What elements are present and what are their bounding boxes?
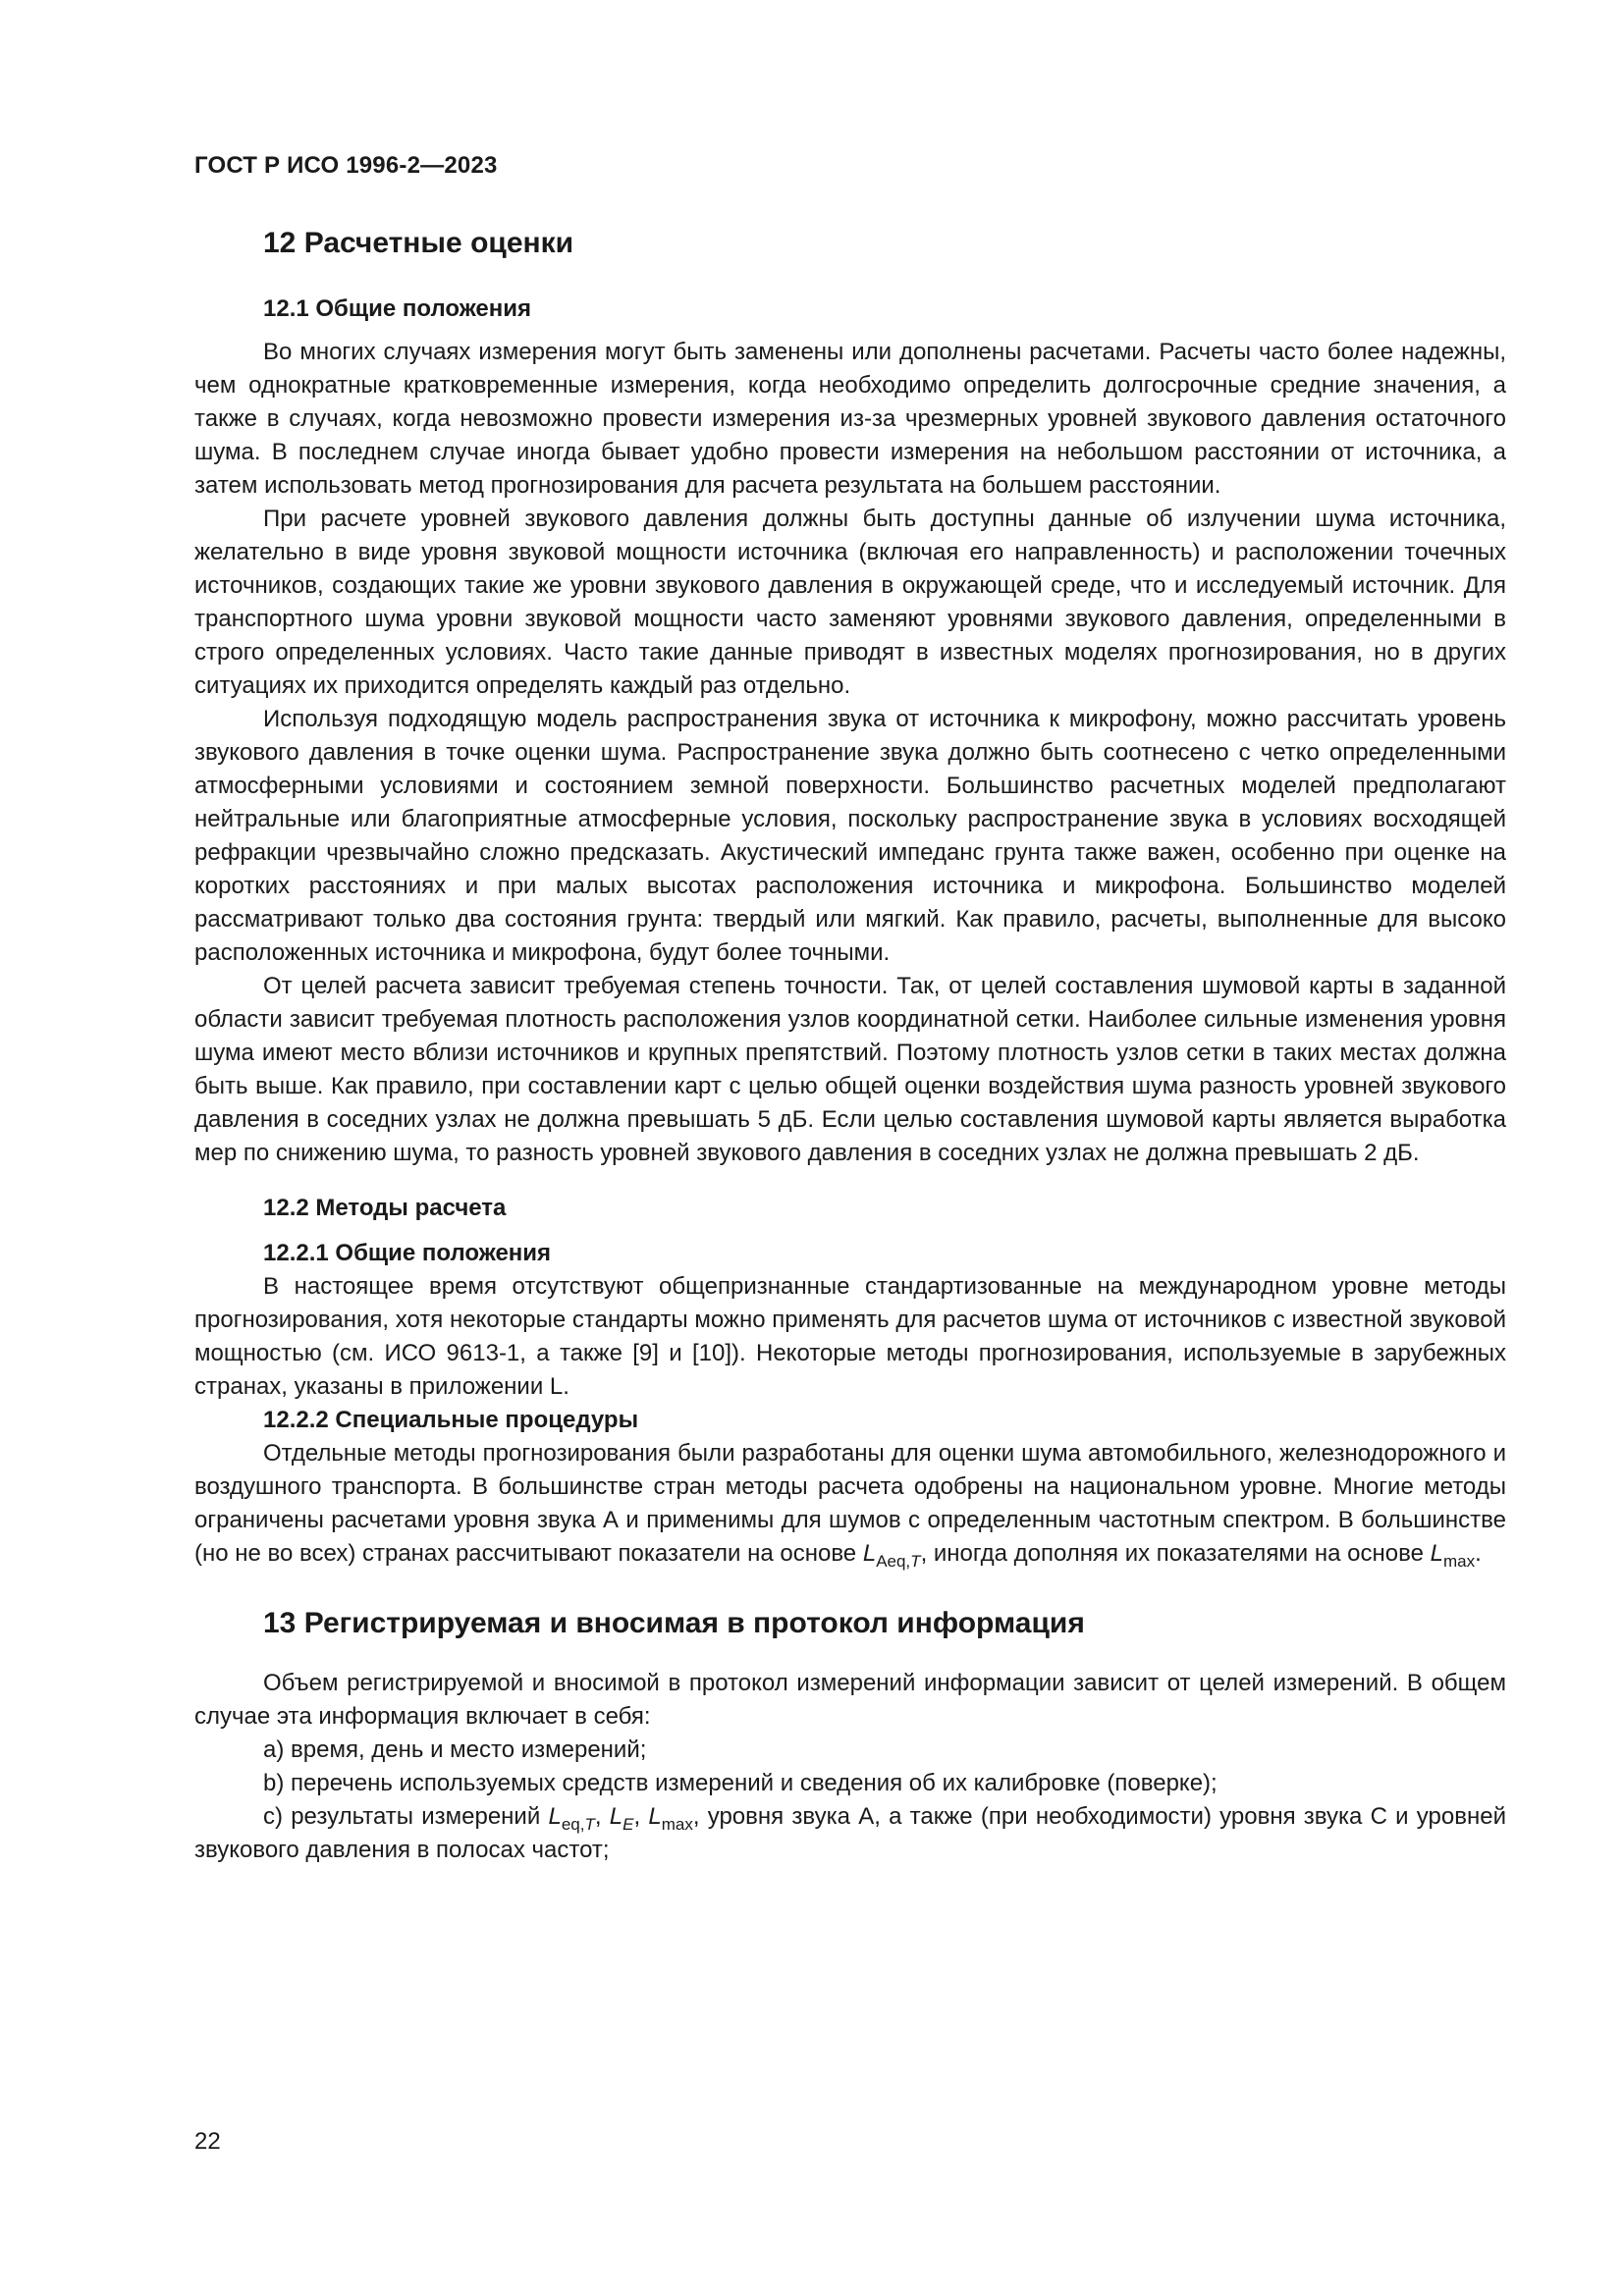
symbol-max-subscript: max [1442, 1552, 1476, 1571]
paragraph-12-2-1: В настоящее время отсутствуют общепризнанные стандартизованные на международном уровне методы прогнозирования, хотя некоторые стандарты можно применять для расчетов шума от источников с известной звуковой мощностью (см. ИСО 9613-1, а также [9] и [10]). Некоторые методы прогнозирования, используемые в зарубежных странах, указаны в приложении L. [194, 1273, 1506, 1400]
section-12-title: 12 Расчетные оценки [263, 227, 574, 259]
paragraph-12-2-2: Отдельные методы прогнозирования были разработаны для оценки шума автомобильного, железнодорожного и воздушного транспорта. В большинстве стран методы расчета одобрены на национальном уровне. Многие методы ограничены расчетами уровня звука А и применимы для шумов с определенным частотным спектром. В большинстве (но не во всех) странах рассчитывают показатели на основе $L_{Aeq,T}$, иногда дополняя их показателями на основе $L_{max}$. [194, 1440, 1506, 1571]
paragraph-12-1-2: При расчете уровней звукового давления должны быть доступны данные об излучении шума источника, желательно в виде уровня звуковой мощности источника (включая его направленность) и расположении точечных источников, создающих такие же уровни звукового давления в окружающей среде, что и исследуемый источник. Для транспортного шума уровни звуковой мощности часто заменяют уровнями звукового давления, определенными в строго определенных условиях. Часто такие данные приводят в известных моделях прогнозирования, но в других ситуациях их приходится определять каждый раз отдельно. [194, 506, 1506, 699]
symbol-max-subscript-2: max [661, 1815, 693, 1834]
symbol-eq-subscript: eq,T [561, 1815, 595, 1834]
symbol-aeq-subscript: Aeq,T [876, 1552, 921, 1571]
subsection-12-1-title: 12.1 Общие положения [263, 295, 532, 322]
page-number: 22 [194, 2128, 221, 2155]
symbol-L-aeq: L [862, 1540, 877, 1567]
paragraph-12-1-1: Во многих случаях измерения могут быть заменены или дополнены расчетами. Расчеты часто более надежны, чем однократные кратковременные измерения, когда необходимо определить долгосрочные средние значения, а также в случаях, когда невозможно провести измерения из-за чрезмерных уровней звукового давления остаточного шума. В последнем случае иногда бывает удобно провести измерения на небольшом расстоянии от источника, а затем использовать метод прогнозирования для расчета результата на большем расстоянии. [194, 339, 1506, 499]
symbol-E-subscript: E [623, 1815, 634, 1834]
symbol-L-max: L [1430, 1540, 1443, 1567]
symbol-L-E: L [609, 1803, 623, 1830]
paragraph-12-1-3: Используя подходящую модель распространения звука от источника к микрофону, можно рассчитать уровень звукового давления в точке оценки шума. Распространение звука должно быть соотнесено с четко определенными атмосферными условиями и состоянием земной поверхности. Большинство расчетных моделей предполагают нейтральные или благоприятные атмосферные условия, поскольку распространение звука в условиях восходящей рефракции чрезвычайно сложно предсказать. Акустический импеданс грунта также важен, особенно при оценке на коротких расстояниях и при малых высотах расположения источника и микрофона. Большинство моделей рассматривают только два состояния грунта: твердый или мягкий. Как правило, расчеты, выполненные для высоко расположенных источника и микрофона, будут более точными. [194, 706, 1506, 966]
paragraph-12-2-2-text: Отдельные методы прогнозирования были разработаны для оценки шума автомобильного, железнодорожного и воздушного транспорта. В большинстве стран методы расчета одобрены на национальном уровне. Многие методы ограничены расчетами уровня звука А и применимы для шумов с определенным частотным спектром. В большинстве (но не во всех) странах рассчитывают показатели на основе [194, 1440, 1506, 1567]
paragraph-13-intro: Объем регистрируемой и вносимой в протокол измерений информации зависит от целей измерений. В общем случае эта информация включает в себя: [194, 1670, 1506, 1730]
subsection-12-2-1-title: 12.2.1 Общие положения [263, 1240, 552, 1266]
symbol-L-max-2: L [648, 1803, 662, 1830]
document-header-id: ГОСТ Р ИСО 1996-2—2023 [194, 152, 498, 179]
list-item-c: c) результаты измерений $L_{eq,T}$, $L_E$, $L_{max}$, уровня звука А, а также (при необходимости) уровня звука С и уровней звукового давления в полосах частот; [194, 1803, 1506, 1863]
subsection-12-2-2-title: 12.2.2 Специальные процедуры [263, 1407, 639, 1433]
symbol-L-eq: L [548, 1803, 562, 1830]
paragraph-12-2-2-mid: , иногда дополняя их показателями на основе [920, 1540, 1431, 1567]
section-13-title: 13 Регистрируемая и вносимая в протокол информация [263, 1607, 1085, 1639]
subsection-12-2-title: 12.2 Методы расчета [263, 1195, 507, 1221]
list-item-b: b) перечень используемых средств измерений и сведения об их калибровке (поверке); [263, 1770, 1218, 1796]
paragraph-12-1-4: От целей расчета зависит требуемая степень точности. Так, от целей составления шумовой карты в заданной области зависит требуемая плотность расположения узлов координатной сетки. Наиболее сильные изменения уровня шума имеют место вблизи источников и крупных препятствий. Поэтому плотность узлов сетки в таких местах должна быть выше. Как правило, при составлении карт с целью общей оценки воздействия шума разность уровней звукового давления в соседних узлах не должна превышать 5 дБ. Если целью составления шумовой карты является выработка мер по снижению шума, то разность уровней звукового давления в соседних узлах не должна превышать 2 дБ. [194, 973, 1506, 1166]
page-content [194, 224, 1506, 1867]
list-item-a: a) время, день и место измерений; [263, 1736, 647, 1763]
